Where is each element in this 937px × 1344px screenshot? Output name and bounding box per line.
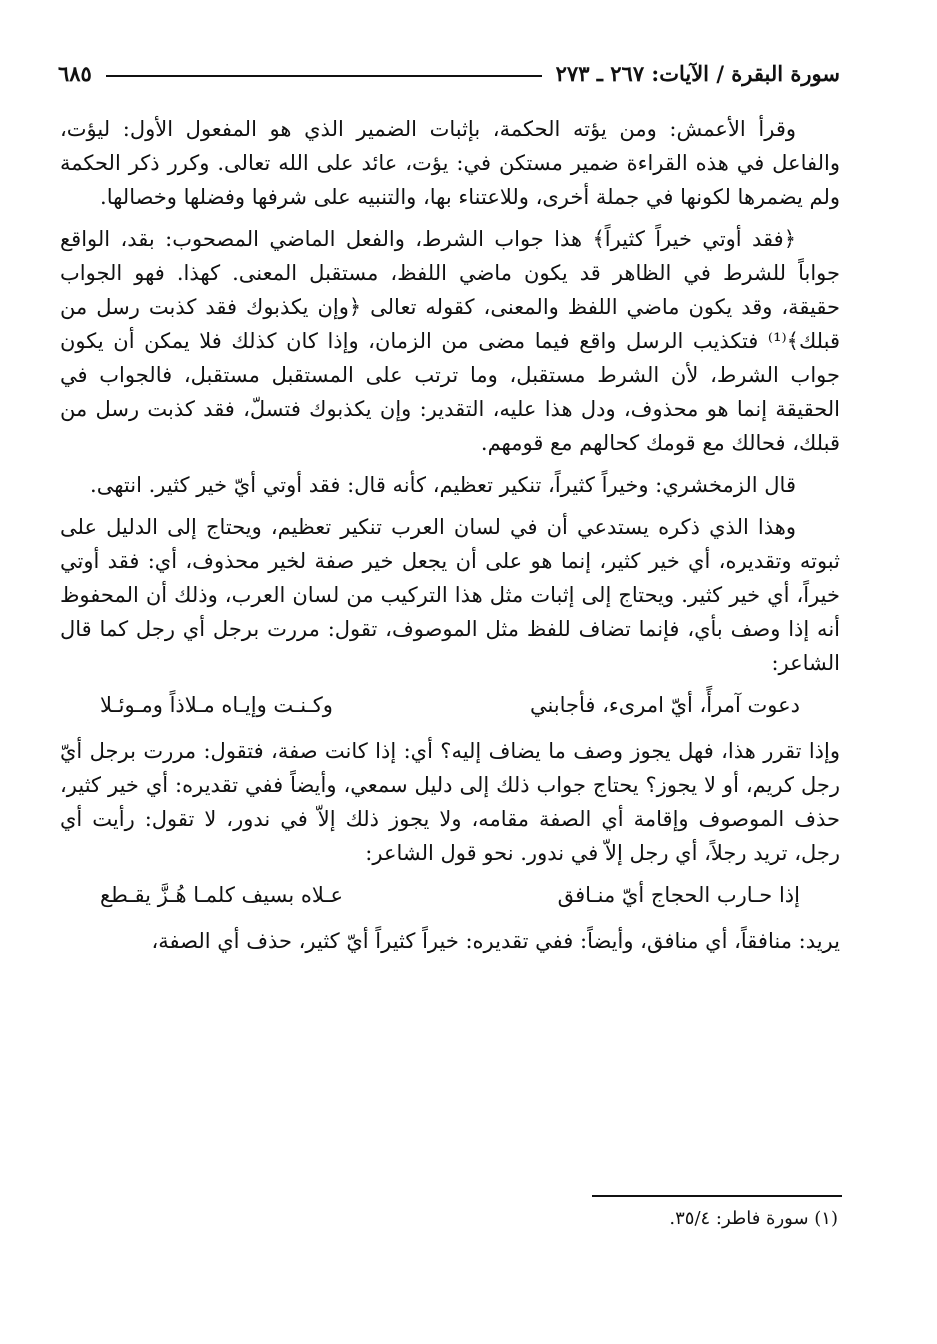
footnote: (١) سورة فاطر: ٣٥/٤. xyxy=(669,1208,838,1229)
paragraph-2: ﴿فقد أوتي خيراً كثيراً﴾ هذا جواب الشرط، والفعل الماضي المصحوب: بقد، الواقع جواباً للشرط في الظاهر قد يكون ماضي اللفظ، مستقبل المعنى. كهذا. فهو الجواب حقيقة، وقد يكون ماضي اللفظ والمعنى، كقوله تعالى ﴿وإن يكذبوك فقد كذبت رسل من قبلك﴾⁽¹⁾ فتكذيب الرسل واقع فيما مضى من الزمان، وإذا كان كذلك فلا يمكن أن يكون جواب الشرط، لأن الشرط مستقبل، وما ترتب على المستقبل مستقبل، فالجواب في الحقيقة إنما هو محذوف، ودل هذا عليه، التقدير: وإن يكذبوك فتسلّ، فقد كذبت رسل من قبلك، فحالك مع قومك كحالهم مع قومهم. xyxy=(60,227,840,455)
page-number: ٦٨٥ xyxy=(58,60,92,86)
verse-1-second-hemistich: وكـنـت وإيـاه مـلاذاً ومـوئـلا xyxy=(100,693,333,717)
running-header xyxy=(58,56,840,90)
poetry-verse-2 xyxy=(100,878,800,912)
verse-2-second-hemistich: عـلاه بسيف كلمـا هُـزَّ يقـطع xyxy=(100,883,344,907)
paragraph-4: وهذا الذي ذكره يستدعي أن في لسان العرب تنكير تعظيم، ويحتاج إلى الدليل على ثبوته وتقديره، أي خير كثير، إنما هو على أن يجعل خير صفة لخير محذوف، أي: فقد أوتي خيراً، أي خير كثير. ويحتاج إلى إثبات مثل هذا التركيب من لسان العرب، وذلك أن المحفوظ أنه إذا وصف بأي، فإنما تضاف للفظ مثل الموصوف، تقول: مررت برجل أي رجل كما قال الشاعر: xyxy=(60,515,840,675)
verse-2-first-hemistich: إذا حـارب الحجاج أيّ منـافق xyxy=(557,883,800,907)
poetry-verse-1 xyxy=(100,688,800,722)
paragraph-6: يريد: منافقاً، أي منافق، وأيضاً: ففي تقديره: خيراً كثيراً أيّ كثير، حذف أي الصفة، xyxy=(151,929,840,953)
paragraph-5: وإذا تقرر هذا، فهل يجوز وصف ما يضاف إليه؟ أي: إذا كانت صفة، فتقول: مررت برجل أيّ رجل كريم، أو لا يجوز؟ يحتاج جواب ذلك إلى دليل سمعي، وأيضاً ففي تقديره: أي خير كثير، حذف الموصوف وإقامة أي الصفة مقامه، ولا يجوز ذلك إلاّ في ندور، لا تقول: رأيت أي رجل، تريد رجلاً، أي رجل إلاّ في ندور. نحو قول الشاعر: xyxy=(60,739,840,865)
main-text xyxy=(60,112,840,966)
verse-1-first-hemistich: دعوت آمرأً، أيّ امرىء، فأجابني xyxy=(529,693,800,717)
header-title: سورة البقرة / الآيات: ٢٦٧ ـ ٢٧٣ xyxy=(555,60,840,86)
footnote-separator xyxy=(592,1195,842,1197)
paragraph-3: قال الزمخشري: وخيراً كثيراً، تنكير تعظيم، كأنه قال: فقد أوتي أيّ خير كثير. انتهى. xyxy=(90,473,796,497)
paragraph-1: وقرأ الأعمش: ومن يؤته الحكمة، بإثبات الضمير الذي هو المفعول الأول: ليؤت، والفاعل في هذه القراءة ضمير مستكن في: يؤت، عائد على الله تعالى. وكرر ذكر الحكمة ولم يضمرها لكونها في جملة أخرى، وللاعتناء بها، والتنبيه على شرفها وفضلها وخصالها. xyxy=(60,117,840,209)
header-rule xyxy=(106,75,542,77)
